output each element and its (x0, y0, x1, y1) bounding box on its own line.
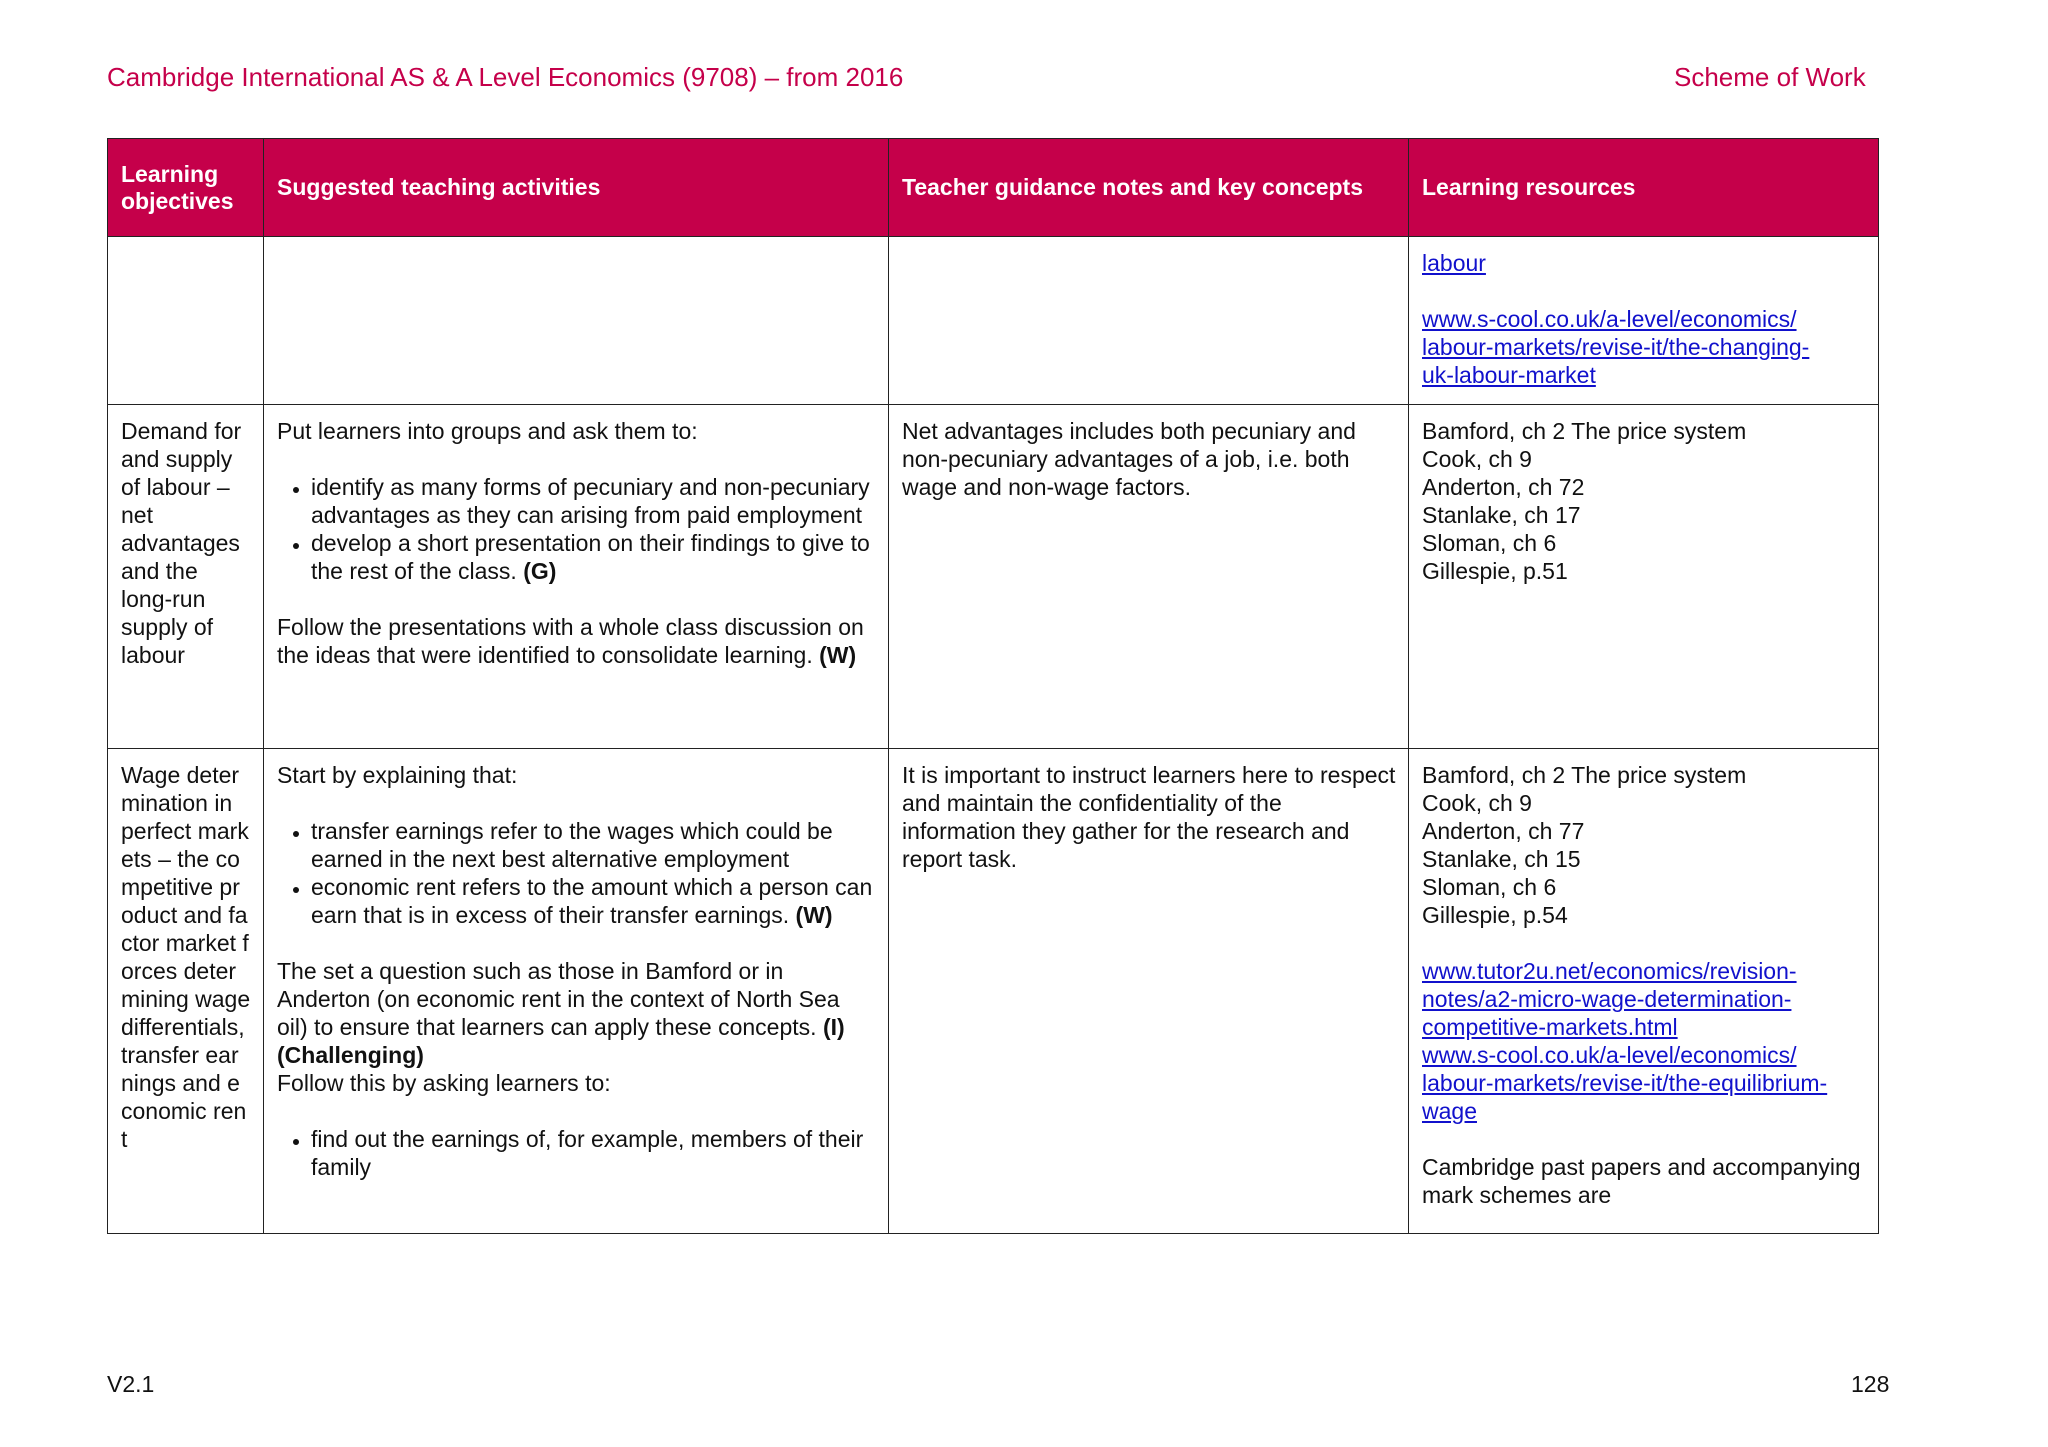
list-item: • transfer earnings refer to the wages which could be earned in the next best alternative employment (311, 817, 876, 873)
resource-item: Stanlake, ch 17 (1422, 502, 1581, 528)
activity-list (277, 473, 876, 585)
guidance-cell: It is important to instruct learners here to respect and maintain the confidentiality of the information they gather for the research and report task. (889, 749, 1409, 1234)
table-row (108, 237, 1879, 405)
guidance-cell (889, 237, 1409, 405)
resource-item: Cook, ch 9 (1422, 790, 1532, 816)
resource-item: Sloman, ch 6 (1422, 874, 1557, 900)
activity-list (277, 1125, 876, 1181)
resource-link[interactable]: competitive-markets.html (1422, 1014, 1678, 1040)
list-item: • economic rent refers to the amount which a person can earn that is in excess of their transfer earnings. (W) (311, 873, 876, 929)
group-tag: (G) (523, 558, 557, 584)
resource-link[interactable]: uk-labour-market (1422, 362, 1596, 388)
resource-link[interactable]: www.tutor2u.net/economics/revision- (1422, 958, 1797, 984)
activities-cell (264, 405, 889, 749)
resource-item: Bamford, ch 2 The price system (1422, 762, 1747, 788)
table-row (108, 405, 1879, 749)
scheme-of-work-table (107, 138, 1879, 1234)
resource-link[interactable]: labour-markets/revise-it/the-changing- (1422, 334, 1810, 360)
activity-list (277, 817, 876, 929)
activities-cell (264, 237, 889, 405)
whole-class-tag: (W) (819, 642, 857, 668)
page-number: 128 (1851, 1371, 1890, 1397)
guidance-cell: Net advantages includes both pecuniary and non-pecuniary advantages of a job, i.e. both wage and non-wage factors. (889, 405, 1409, 749)
version-label: V2.1 (107, 1371, 155, 1397)
activity-intro: Put learners into groups and ask them to: (277, 418, 698, 444)
objective-cell: Wage determination in perfect markets – the competitive product and factor market forces determining wage differentials, transfer earnings and economic rent (108, 749, 264, 1234)
activity-intro: Start by explaining that: (277, 762, 518, 788)
document-title: Cambridge International AS & A Level Economics (9708) – from 2016 (107, 62, 904, 92)
activity-followup: Follow the presentations with a whole class discussion on the ideas that were identified to consolidate learning. (W) (277, 614, 871, 668)
objective-cell (108, 237, 264, 405)
column-header-activities: Suggested teaching activities (264, 139, 889, 237)
resource-item: Stanlake, ch 15 (1422, 846, 1581, 872)
resource-link[interactable]: labour (1422, 250, 1486, 276)
document-type: Scheme of Work (1674, 62, 1866, 92)
resource-item: Bamford, ch 2 The price system (1422, 418, 1747, 444)
objective-cell: Demand for and supply of labour – net advantages and the long-run supply of labour (108, 405, 264, 749)
resource-item: Anderton, ch 77 (1422, 818, 1585, 844)
resource-link[interactable]: notes/a2-micro-wage-determination- (1422, 986, 1792, 1012)
activities-cell (264, 749, 889, 1234)
column-header-guidance: Teacher guidance notes and key concepts (889, 139, 1409, 237)
resources-cell (1409, 237, 1879, 405)
list-item: • develop a short presentation on their findings to give to the rest of the class. (G) (311, 529, 876, 585)
resources-cell (1409, 749, 1879, 1234)
individual-challenging-tag: (I) (Challenging) (277, 1014, 852, 1068)
column-header-objectives: Learning objectives (108, 139, 264, 237)
list-item: • identify as many forms of pecuniary and non-pecuniary advantages as they can arising from paid employment (311, 473, 876, 529)
resource-item: Sloman, ch 6 (1422, 530, 1557, 556)
whole-class-tag: (W) (795, 902, 833, 928)
resource-item: Gillespie, p.54 (1422, 902, 1568, 928)
resource-item: Cook, ch 9 (1422, 446, 1532, 472)
table-header-row (108, 139, 1879, 237)
column-header-resources: Learning resources (1409, 139, 1879, 237)
resource-link[interactable]: www.s-cool.co.uk/a-level/economics/ (1422, 306, 1797, 332)
table-row (108, 749, 1879, 1234)
resources-cell (1409, 405, 1879, 749)
activity-followup: Follow this by asking learners to: (277, 1070, 611, 1096)
resource-item: Anderton, ch 72 (1422, 474, 1585, 500)
resource-link[interactable]: labour-markets/revise-it/the-equilibrium- (1422, 1070, 1828, 1096)
resource-link[interactable]: www.s-cool.co.uk/a-level/economics/ (1422, 1042, 1797, 1068)
list-item: • find out the earnings of, for example, members of their family (311, 1125, 876, 1181)
activity-paragraph: The set a question such as those in Bamford or in Anderton (on economic rent in the context of North Sea oil) to ensure that learners can apply these concepts. (I) (Challenging) (277, 958, 852, 1068)
resource-link[interactable]: wage (1422, 1098, 1477, 1124)
resource-item: Cambridge past papers and accompanying mark schemes are (1422, 1154, 1861, 1208)
resource-item: Gillespie, p.51 (1422, 558, 1568, 584)
